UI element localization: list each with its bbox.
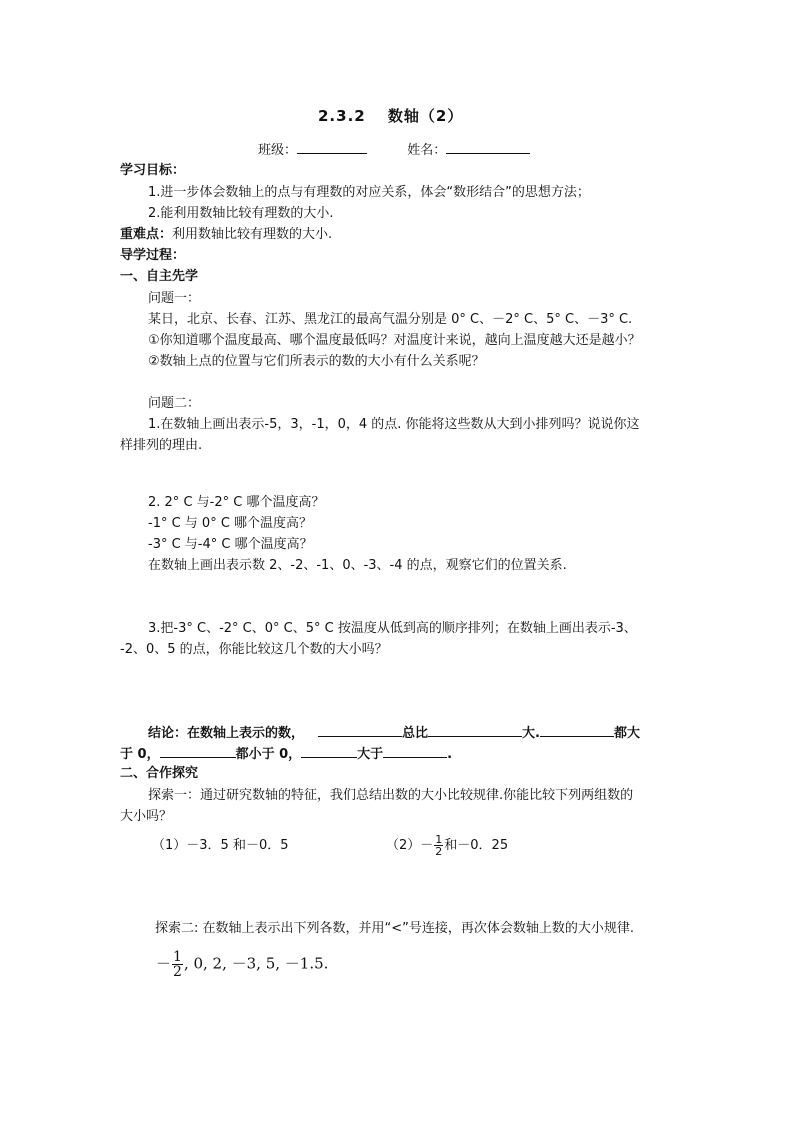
- goal-item-1: 1.进一步体会数轴上的点与有理数的对应关系，体会“数形结合”的思想方法；: [148, 185, 590, 200]
- conclusion-blank-2[interactable]: [428, 724, 522, 737]
- question2-label: 问题二：: [148, 396, 201, 411]
- name-input-blank[interactable]: [446, 141, 530, 154]
- goal-item-2: 2.能利用数轴比较有理数的大小.: [148, 206, 334, 221]
- math-number-sequence: , 0, 2, －3, 5, －1.5.: [183, 954, 329, 973]
- explore2-line: 探索二: 在数轴上表示出下列各数，并用“<”号连接，再次体会数轴上数的大小规律.: [155, 921, 635, 936]
- math-minus-sign: －: [156, 954, 172, 973]
- key-text: 利用数轴比较有理数的大小.: [172, 227, 333, 242]
- question2-item2-line2: -1° C 与 0° C 哪个温度高？: [148, 516, 313, 531]
- conclusion-text-6: 都小于 0，: [235, 747, 302, 762]
- conclusion-blank-1[interactable]: [318, 724, 402, 737]
- goals-heading: 学习目标：: [120, 163, 186, 178]
- question1-sub1: ①你知道哪个温度最高、哪个温度最低吗？对温度计来说，越向上温度越大还是越小？: [148, 333, 641, 348]
- explore2-number-list: [156, 950, 328, 979]
- explore1-line1: 探索一：通过研究数轴的特征，我们总结出数的大小比较规律.你能比较下列两组数的: [148, 788, 634, 803]
- section2-heading: 二、合作探究: [120, 766, 199, 781]
- question2-item2-line3: -3° C 与-4° C 哪个温度高？: [148, 537, 313, 552]
- conclusion-text-7: 大于: [357, 747, 384, 762]
- page-title: 2.3.2 数轴（2）: [318, 107, 464, 125]
- question2-item2-line4: 在数轴上画出表示数 2、-2、-1、0、-3、-4 的点，观察它们的位置关系.: [148, 558, 567, 573]
- math-fraction-one-half: [172, 950, 183, 979]
- section1-heading: 一、自主先学: [120, 269, 199, 284]
- process-heading: 导学过程：: [120, 248, 186, 263]
- question2-item2-line1: 2. 2° C 与-2° C 哪个温度高？: [148, 495, 325, 510]
- conclusion-line1: [148, 724, 640, 742]
- conclusion-blank-3[interactable]: [540, 724, 614, 737]
- class-input-blank[interactable]: [297, 141, 367, 154]
- math-fraction-denominator: 2: [173, 964, 182, 980]
- conclusion-text-8: .: [447, 747, 453, 762]
- conclusion-blank-6[interactable]: [383, 745, 447, 758]
- explore1-item2-prefix: （2）－: [386, 838, 434, 853]
- explore1-item2-suffix: 和－0．25: [444, 838, 509, 853]
- explore1-item2: [386, 832, 508, 860]
- class-label: 班级：: [258, 143, 298, 158]
- math-fraction-numerator: 1: [173, 949, 182, 965]
- name-label: 姓名：: [407, 143, 447, 158]
- question1-sub2: ②数轴上点的位置与它们所表示的数的大小有什么关系呢？: [148, 354, 485, 369]
- conclusion-text-3: 大.: [522, 726, 540, 741]
- question2-item3-line1: 3.把-3° C、-2° C、0° C、5° C 按温度从低到高的顺序排列；在数轴上画出表示-3、: [148, 621, 637, 636]
- conclusion-text-4: 都大: [613, 726, 640, 741]
- conclusion-text-2: 总比: [402, 726, 429, 741]
- class-name-row: [258, 141, 530, 159]
- question2-item1-line2: 样排列的理由.: [120, 438, 203, 453]
- conclusion-blank-5[interactable]: [301, 745, 357, 758]
- question2-item3-line2: -2、0、5 的点，你能比较这几个数的大小吗？: [120, 642, 388, 657]
- key-heading: 重难点：: [120, 227, 173, 242]
- key-points: [120, 227, 332, 243]
- fraction-denominator: 2: [435, 845, 443, 858]
- question1-text: 某日，北京、长春、江苏、黑龙江的最高气温分别是 0° C、－2° C、5° C、－3° C.: [148, 312, 633, 327]
- conclusion-text-1: 结论：在数轴上表示的数，: [148, 726, 305, 741]
- question2-item1-line1: 1.在数轴上画出表示-5，3，-1，0，4 的点. 你能将这些数从大到小排列吗？说说你这: [148, 417, 640, 432]
- question1-label: 问题一：: [148, 291, 201, 306]
- conclusion-blank-4[interactable]: [160, 745, 236, 758]
- conclusion-line2: [120, 745, 452, 763]
- fraction-one-half: [434, 834, 443, 857]
- explore1-item1: （1）－3．5 和－0．5: [152, 838, 289, 853]
- explore1-line2: 大小吗？: [120, 809, 173, 824]
- conclusion-text-5: 于 0，: [120, 747, 160, 762]
- fraction-numerator: 1: [435, 833, 443, 846]
